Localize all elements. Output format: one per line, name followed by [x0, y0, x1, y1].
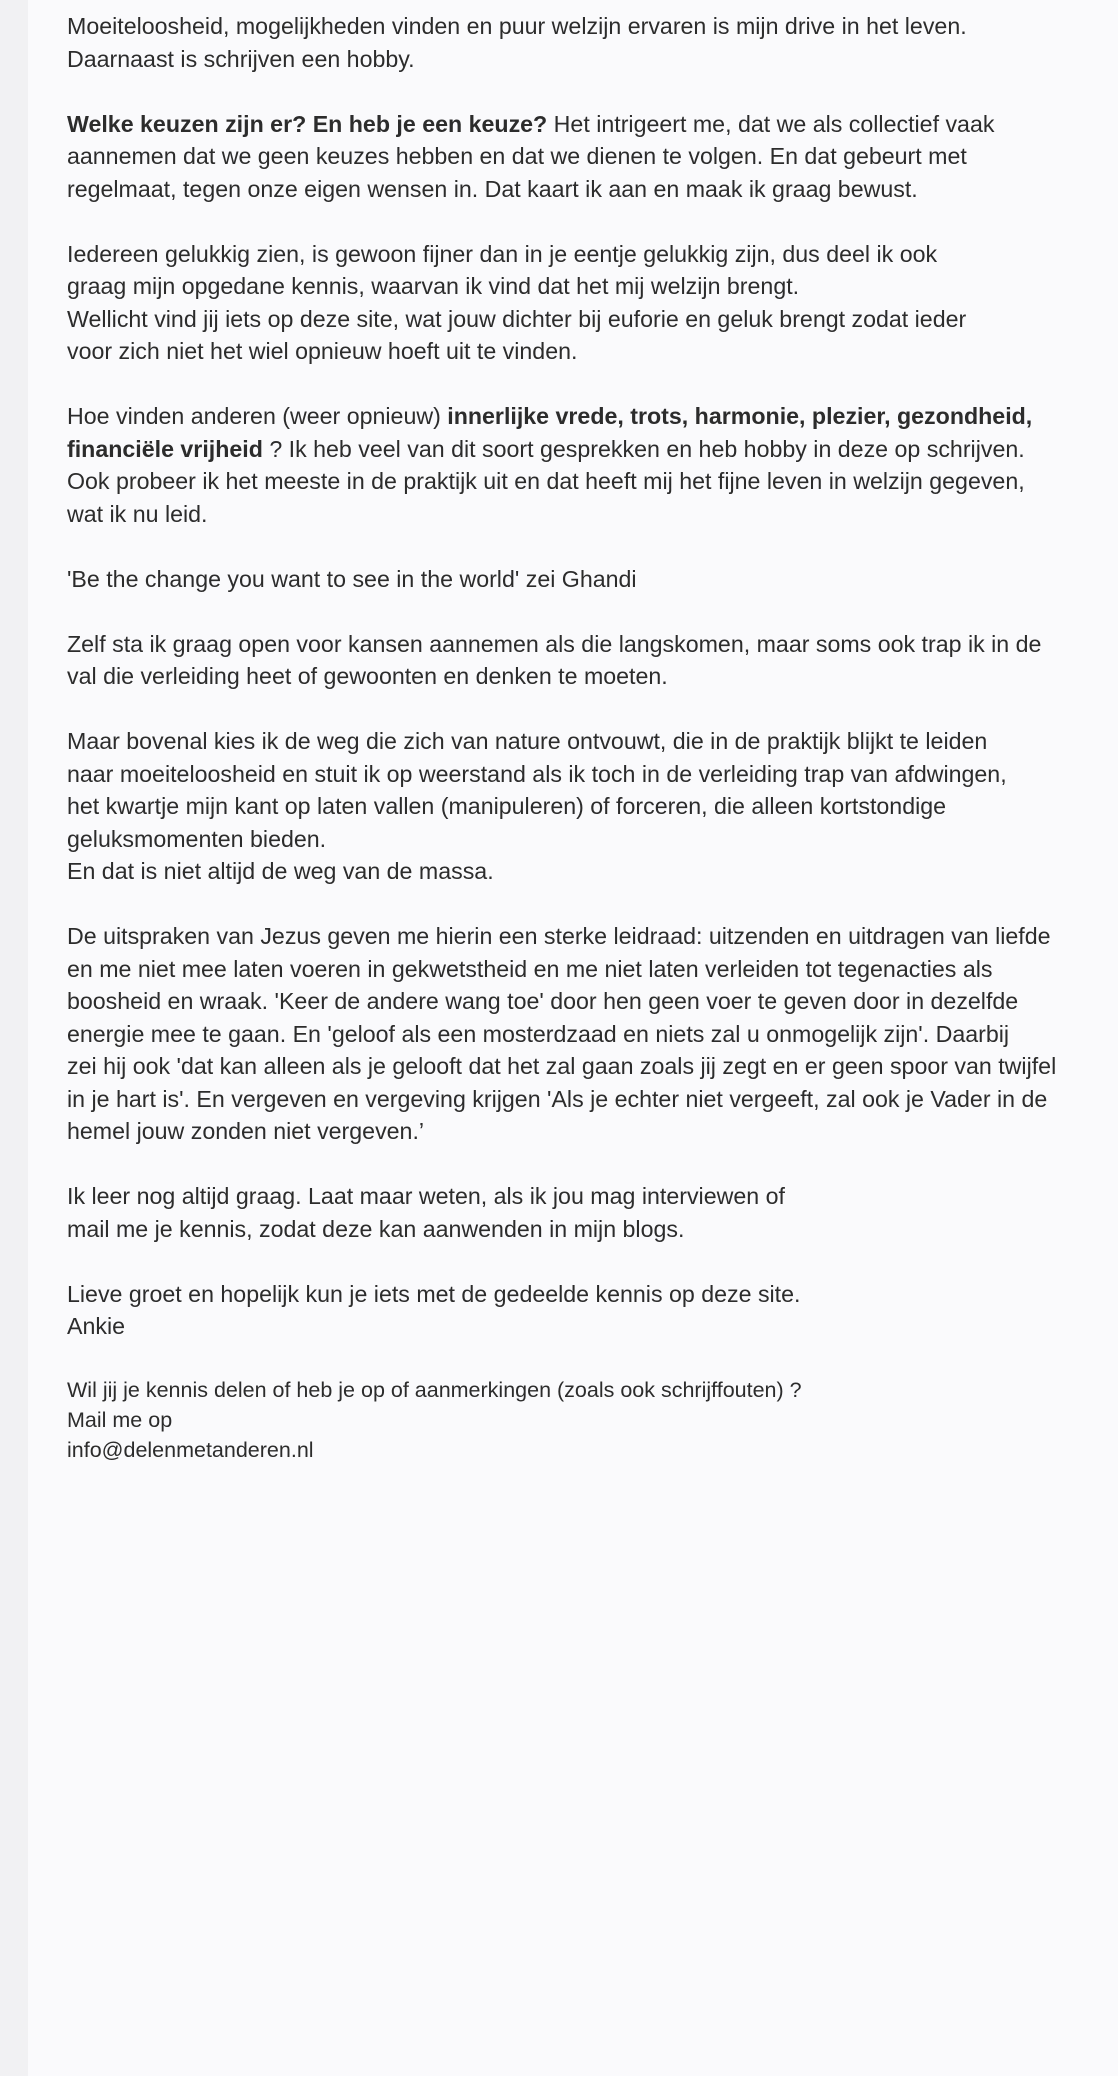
page-background: [28, 0, 1118, 2076]
values-text: ? Ik heb veel van dit soort gesprekken en heb hobby in deze op schrijven. Ook probeer ik het meeste in de praktijk uit en dat heeft mij het fijne leven in welzijn gegeven, wat ik nu leid.: [67, 435, 1025, 527]
jesus-paragraph: De uitspraken van Jezus geven me hierin een sterke leidraad: uitzenden en uitdragen van liefde en me niet mee laten voeren in gekwetstheid en me niet laten verleiden tot tegenacties als boosheid en wraak. 'Keer de andere wang toe' door hen geen voer te geven door in dezelfde energie mee te gaan. En 'geloof als een mosterdzaad en niets zal u onmogelijk zijn'. Daarbij zei hij ook 'dat kan alleen als je gelooft dat het zal gaan zoals jij zegt en er geen spoor van twijfel in je hart is'. En vergeven en vergeving krijgen 'Als je echter niet vergeeft, zal ook je Vader in de hemel jouw zonden niet vergeven.’: [67, 923, 1057, 1144]
values-intro: Hoe vinden anderen (weer opnieuw): [67, 403, 448, 429]
opportunities-paragraph: Zelf sta ik graag open voor kansen aannemen als die langskomen, maar soms ook trap ik in de val die verleiding heet of gewoonten en denken te moeten.: [67, 630, 1042, 689]
article-body: [67, 10, 1117, 1498]
natural-way-paragraph: Maar bovenal kies ik de weg die zich van nature ontvouwt, die in de praktijk blijkt te leiden naar moeiteloosheid en stuit ik op weerstand als ik toch in de verleiding trap van afdwingen, het kwartje mijn kant op laten vallen (manipuleren) of forceren, die alleen kortstondige geluksmomenten bieden. En dat is niet altijd de weg van de massa.: [67, 728, 1007, 884]
choices-text: Het intrigeert me, dat we als collectief vaak aannemen dat we geen keuzes hebben en dat we dienen te volgen. En dat gebeurt met regelmaat, tegen onze eigen wensen in. Dat kaart ik aan en maak ik graag bewust.: [67, 110, 995, 202]
values-list: innerlijke vrede, trots, harmonie, plezier, gezondheid, financiële vrijheid: [67, 403, 1033, 462]
choices-question: Welke keuzen zijn er? En heb je een keuze?: [67, 110, 548, 137]
greeting-paragraph: Lieve groet en hopelijk kun je iets met de gedeelde kennis op deze site. Ankie: [67, 1280, 801, 1339]
ghandi-quote: 'Be the change you want to see in the world' zei Ghandi: [67, 565, 637, 592]
learning-paragraph: Ik leer nog altijd graag. Laat maar weten, als ik jou mag interviewen of mail me je kennis, zodat deze kan aanwenden in mijn blogs.: [67, 1183, 785, 1242]
intro-paragraph: Moeiteloosheid, mogelijkheden vinden en puur welzijn ervaren is mijn drive in het leven. Daarnaast is schrijven een hobby.: [67, 13, 967, 72]
sharing-paragraph: Iedereen gelukkig zien, is gewoon fijner dan in je eentje gelukkig zijn, dus deel ik ook graag mijn opgedane kennis, waarvan ik vind dat het mij welzijn brengt. Wellicht vind jij iets op deze site, wat jouw dichter bij euforie en geluk brengt zodat ieder voor zich niet het wiel opnieuw hoeft uit te vinden.: [67, 240, 967, 364]
contact-paragraph: Wil jij je kennis delen of heb je op of aanmerkingen (zoals ook schrijffouten) ? Mail me op info@delenmetanderen.nl: [67, 1378, 802, 1462]
values-paragraph: [67, 400, 1117, 530]
choices-paragraph: [67, 108, 1117, 206]
